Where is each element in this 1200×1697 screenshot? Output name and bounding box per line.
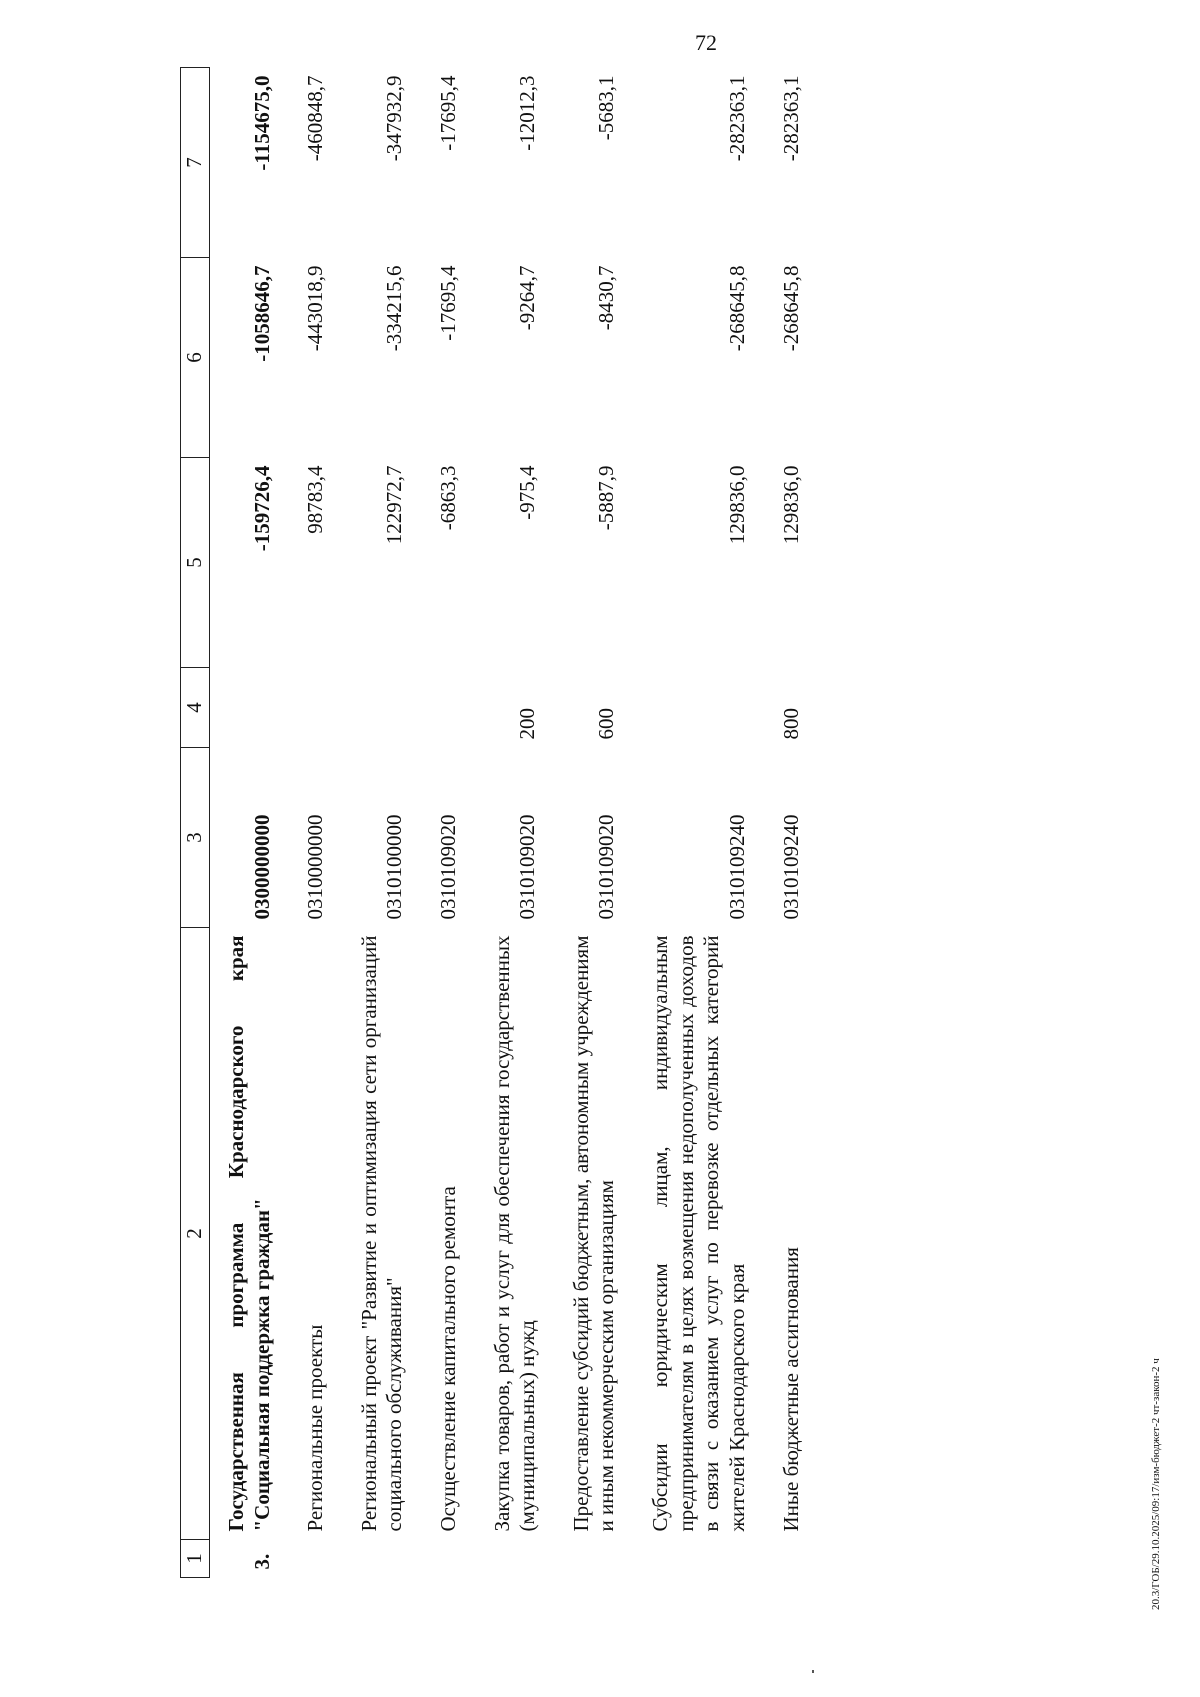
value-col-7: -460848,7 [303, 75, 328, 162]
value-col-6: -334215,6 [382, 265, 407, 352]
row-name: Иные бюджетные ассигнования [778, 1247, 803, 1532]
expense-type-code [289, 668, 343, 748]
table-row [422, 68, 476, 1578]
value-col-7: -282363,1 [778, 75, 803, 162]
table-header [181, 68, 210, 1578]
row-number [555, 1540, 634, 1578]
table-row [555, 68, 634, 1578]
target-code: 0310100000 [382, 814, 407, 920]
value-col-6: -17695,4 [436, 265, 461, 341]
column-header: 3 [181, 748, 210, 928]
row-name: Региональные проекты [303, 1324, 328, 1532]
row-number [476, 1540, 555, 1578]
expense-type-code [210, 668, 290, 748]
value-col-5: 129836,0 [778, 465, 803, 545]
row-name: Осуществление капитального ремонта [436, 1186, 461, 1532]
table-row [289, 68, 343, 1578]
column-header: 1 [181, 1540, 210, 1578]
column-header: 7 [181, 68, 210, 258]
expense-type-code [343, 668, 422, 748]
value-col-6: -268645,8 [778, 265, 803, 352]
row-number [634, 1540, 764, 1578]
value-col-5: -6863,3 [436, 465, 461, 531]
target-code: 0300000000 [249, 814, 274, 920]
row-name: Предоставление субсидий бюджетным, автономным учреждениям и иным некоммерческим организациям [568, 935, 619, 1532]
row-name: Государственная программа Краснодарского края "Социальная поддержка граждан" [224, 935, 274, 1532]
table-row [476, 68, 555, 1578]
row-name: Закупка товаров, работ и услуг для обеспечения государственных (муниципальных) нужд [489, 935, 540, 1532]
page-number: 72 [695, 30, 717, 55]
value-col-7: -12012,3 [515, 75, 540, 151]
table-row [210, 68, 290, 1578]
target-code: 0310109020 [594, 814, 619, 920]
value-col-5: -159726,4 [249, 465, 274, 552]
column-header: 5 [181, 458, 210, 668]
table-row [343, 68, 422, 1578]
column-header: 4 [181, 668, 210, 748]
expense-type-code: 200 [515, 708, 540, 740]
value-col-5: -975,4 [515, 465, 540, 520]
expense-type-code [422, 668, 476, 748]
header-row [181, 68, 210, 1578]
value-col-5: 122972,7 [382, 465, 407, 545]
expense-type-code: 600 [594, 708, 619, 740]
row-name: Субсидии юридическим лицам, индивидуальным предпринимателям в целях возмещения недополученных доходов в связи с оказанием услуг по перевозке отдельных категорий жителей Краснодарского края [648, 935, 749, 1532]
value-col-6: -1058646,7 [249, 265, 274, 362]
budget-table [180, 67, 818, 1578]
row-name: Региональный проект "Развитие и оптимизация сети организаций социального обслуживания" [356, 935, 407, 1532]
document-footer-code: 20.3/ГОБ/29.10.2025/09:17/изм-бюджет-2 чт-закон-2 ч [1150, 1358, 1162, 1610]
row-number [422, 1540, 476, 1578]
target-code: 0310109240 [724, 814, 749, 920]
value-col-6: -268645,8 [724, 265, 749, 352]
table-row [634, 68, 764, 1578]
expense-type-code [634, 668, 764, 748]
scan-mark [812, 1670, 814, 1673]
target-code: 0310109020 [515, 814, 540, 920]
column-header: 2 [181, 928, 210, 1540]
target-code: 0310109020 [436, 814, 461, 920]
value-col-7: -5683,1 [594, 75, 619, 141]
value-col-6: -9264,7 [515, 265, 540, 331]
row-number: 3. [249, 1553, 274, 1570]
value-col-5: 98783,4 [303, 465, 328, 534]
table-body [210, 68, 819, 1578]
value-col-7: -17695,4 [436, 75, 461, 151]
target-code: 0310000000 [303, 814, 328, 920]
table-row [765, 68, 819, 1578]
value-col-6: -443018,9 [303, 265, 328, 352]
value-col-7: -282363,1 [724, 75, 749, 162]
rotated-table-container [180, 68, 1115, 1578]
row-number [765, 1540, 819, 1578]
value-col-7: -1154675,0 [249, 75, 274, 171]
value-col-7: -347932,9 [382, 75, 407, 162]
expense-type-code: 800 [778, 708, 803, 740]
column-header: 6 [181, 258, 210, 458]
target-code: 0310109240 [778, 814, 803, 920]
row-number [289, 1540, 343, 1578]
value-col-6: -8430,7 [594, 265, 619, 331]
value-col-5: -5887,9 [594, 465, 619, 531]
value-col-5: 129836,0 [724, 465, 749, 545]
row-number [343, 1540, 422, 1578]
